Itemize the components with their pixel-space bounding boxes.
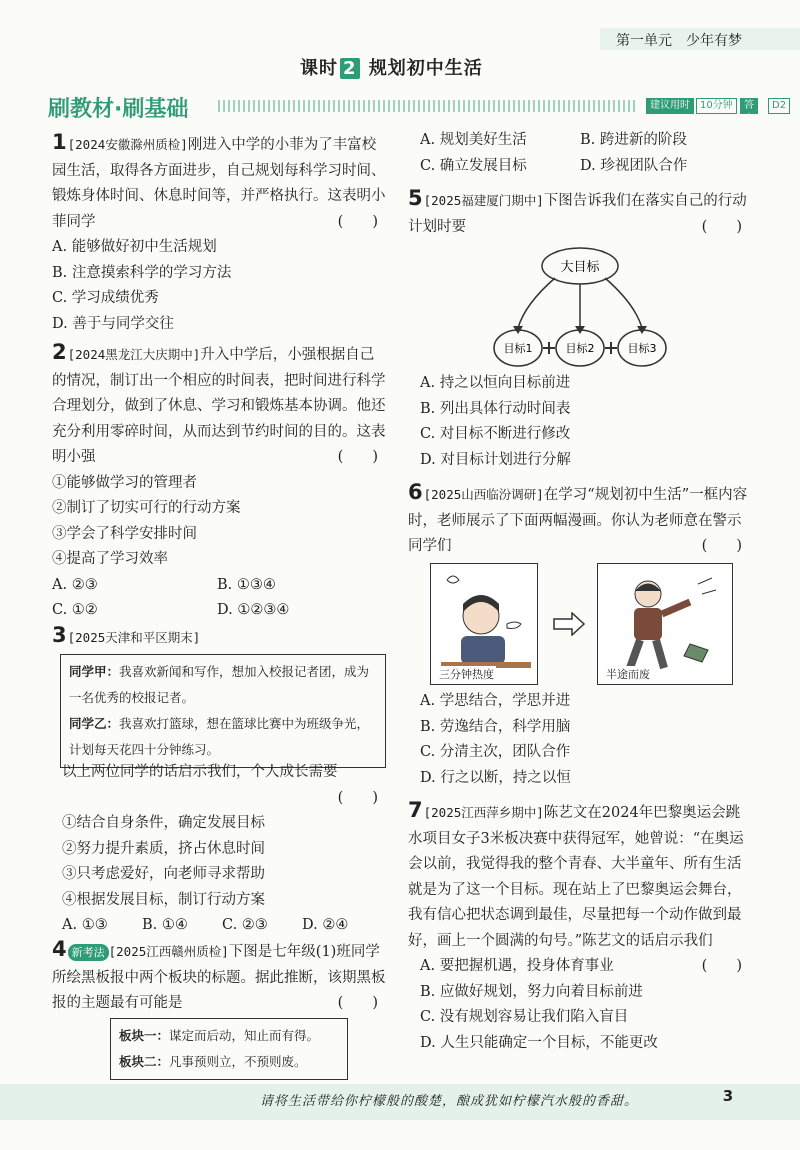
option-a[interactable]: A. 规划美好生活	[420, 132, 527, 148]
option-c[interactable]: C. ①②	[52, 602, 98, 618]
arrow-3	[605, 278, 642, 328]
blackboard-box: 板块一：谋定而后动，知止而有得。 板块二：凡事预则立，不预则废。	[110, 1018, 348, 1080]
plus-icon	[543, 342, 555, 354]
lesson-number: 2	[340, 58, 360, 79]
option-b[interactable]: B. 列出具体行动时间表	[420, 400, 571, 417]
page-number: 3	[722, 1087, 734, 1105]
question-4: 4 新考法 [2025江西赣州质检]下图是七年级(1)班同学所绘黑板报中两个板块的标题。据此推断，该期黑板报的主题最有可能是 ( )	[52, 937, 386, 1017]
option-d[interactable]: D. 对目标计划进行分解	[420, 451, 571, 468]
new-method-tag: 新考法	[68, 944, 109, 961]
question-6-options	[420, 689, 750, 791]
answer-paren: ( )	[337, 789, 378, 806]
unit-title: 第一单元 少年有梦	[616, 33, 742, 49]
option-b[interactable]: B. 劳逸结合，科学用脑	[420, 718, 571, 735]
option-a[interactable]: A. 要把握机遇，投身体育事业	[420, 958, 614, 974]
question-4-options	[420, 128, 750, 179]
question-5: 5[2025福建厦门期中]下图告诉我们在落实自己的行动计划时要 ( )	[408, 186, 750, 240]
answer-page: D2	[768, 98, 790, 114]
option-c[interactable]: C. 分清主次，团队合作	[420, 744, 571, 760]
option-b[interactable]: B. 跨进新的阶段	[580, 132, 687, 148]
option-d[interactable]: D. 人生只能确定一个目标，不能更改	[420, 1034, 658, 1051]
answer-label: 答案	[740, 98, 758, 114]
option-c[interactable]: C. ②③	[222, 917, 268, 933]
option-c[interactable]: C. 没有规划容易让我们陷入盲目	[420, 1009, 629, 1025]
statement-3: ③学会了科学安排时间	[52, 525, 197, 542]
arrow-1	[518, 278, 555, 328]
question-source: [2024安徽滁州质检]	[67, 137, 188, 152]
question-6: 6[2025山西临汾调研]在学习“规划初中生活”一框内容时，老师展示了下面两幅漫画。你认为老师意在警示同学们 ( )	[408, 480, 750, 560]
question-text: 刚进入中学的小菲为了丰富校园生活，取得各方面进步，自己规划每科学习时间、锻炼身体时间、休息时间等，并严格执行。这表明小菲同学	[52, 137, 386, 230]
time-label: 建议用时	[646, 98, 694, 114]
goal-3-label: 目标3	[627, 342, 657, 355]
question-3-body	[62, 760, 386, 939]
question-source: [2025福建厦门期中]	[423, 193, 544, 208]
option-d[interactable]: D. 珍视团队合作	[580, 157, 688, 174]
option-b[interactable]: B. 注意摸索科学的学习方法	[52, 264, 232, 281]
comic-caption-1: 三分钟热度	[439, 668, 494, 681]
statement-2: ②努力提升素质，挤占休息时间	[62, 840, 265, 857]
answer-paren: ( )	[337, 995, 378, 1011]
right-arrow-icon	[552, 612, 586, 640]
option-b[interactable]: B. ①④	[142, 917, 188, 933]
goal-diagram	[480, 244, 680, 372]
option-a[interactable]: A. ②③	[52, 576, 98, 593]
statement-1: ①结合自身条件，确定发展目标	[62, 815, 265, 831]
dotted-divider	[218, 100, 636, 112]
statement-2: ②制订了切实可行的行动方案	[52, 500, 241, 516]
comic-panel-1	[430, 563, 538, 685]
option-a[interactable]: A. ①③	[62, 917, 108, 933]
question-text: 下图是七年级(1)班同学所绘黑板报中两个板块的标题。据此推断，该期黑板报的主题最有可能是	[52, 944, 386, 1011]
option-d[interactable]: D. ①②③④	[217, 602, 290, 618]
question-7: 7[2025江西萍乡期中]陈艺文在2024年巴黎奥运会跳水项目女子3米板决赛中获得冠军，她曾说：“在奥运会以前，我觉得我的整个青春、大半童年、所有生活就是为了这一个目标。现在站上了巴黎奥运会舞台，我有信心把状态调到最佳，尽量把每一个动作做到最好，画上一个圆满的句号。”陈艺文的话启示我们 ( ) A. 要把握机遇，投身体育事业 B. 应做好规划，努力向着目标前进 C. 没有规划容易让我们陷入盲目 D. 人生只能确定一个目标，不能更改	[408, 798, 750, 1056]
answer-paren: ( )	[701, 958, 742, 974]
statement-4: ④根据发展目标，制订行动方案	[62, 891, 265, 908]
big-goal-label: 大目标	[560, 260, 600, 275]
question-text: 以上两位同学的话启示我们，个人成长需要	[62, 764, 338, 780]
question-text: 陈艺文在2024年巴黎奥运会跳水项目女子3米板决赛中获得冠军，她曾说：“在奥运会以前，我觉得我的整个青春、大半童年、所有生活就是为了这一个目标。现在站上了巴黎奥运会舞台，我有信心把状态调到最佳，尽量把每一个动作做到最好，画上一个圆满的句号。”陈艺文的话启示我们	[408, 805, 744, 949]
section-title: 刷教材·刷基础	[48, 97, 189, 122]
dialogue-box: 同学甲：我喜欢新闻和写作，想加入校报记者团，成为一名优秀的校报记者。 同学乙：我喜欢打篮球，想在篮球比赛中为班级争光，计划每天花四十分钟练习。	[60, 654, 386, 768]
option-c[interactable]: C. 对目标不断进行修改	[420, 426, 571, 442]
question-source: [2025天津和平区期末]	[67, 630, 201, 645]
footer-motto: 请将生活带给你柠檬般的酸楚，酿成犹如柠檬汽水般的香甜。	[260, 1094, 639, 1109]
goal-2-label: 目标2	[565, 342, 595, 355]
question-1: 1[2024安徽滁州质检]刚进入中学的小菲为了丰富校园生活，取得各方面进步，自己规划每科学习时间、锻炼身体时间、休息时间等，并严格执行。这表明小菲同学 ( ) A. 能够做好初中生活规划 B. 注意摸索科学的学习方法 C. 学习成绩优秀 D. 善于与同学交往	[52, 130, 386, 337]
option-d[interactable]: D. 善于与同学交往	[52, 315, 174, 332]
section-band	[48, 92, 787, 125]
option-b[interactable]: B. ①③④	[217, 576, 276, 593]
option-a[interactable]: A. 学思结合，学思并进	[420, 693, 571, 709]
plus-icon	[605, 342, 617, 354]
question-text: 升入中学后，小强根据自己的情况，制订出一个相应的时间表，把时间进行科学合理划分，做到了休息、学习和锻炼基本协调。他还充分利用零碎时间，从而达到节约时间的目的。这表明小强	[52, 347, 386, 465]
option-a[interactable]: A. 持之以恒向目标前进	[420, 375, 571, 391]
question-source: [2025江西赣州质检]	[108, 944, 229, 959]
statement-1: ①能够做学习的管理者	[52, 474, 197, 491]
question-3: 3[2025天津和平区期末]	[52, 623, 201, 647]
goal-1-label: 目标1	[503, 342, 533, 355]
question-source: [2024黑龙江大庆期中]	[67, 347, 201, 362]
question-text: 在学习“规划初中生活”一框内容时，老师展示了下面两幅漫画。你认为老师意在警示同学们	[408, 487, 748, 554]
answer-paren: ( )	[337, 449, 378, 465]
option-a[interactable]: A. 能够做好初中生活规划	[52, 239, 217, 255]
comic-panel-2	[597, 563, 733, 685]
answer-paren: ( )	[701, 218, 742, 235]
question-2: 2[2024黑龙江大庆期中]升入中学后，小强根据自己的情况，制订出一个相应的时间表，把时间进行科学合理划分，做到了休息、学习和锻炼基本协调。他还充分利用零碎时间，从而达到节约时间的目的。这表明小强 ( ) ①能够做学习的管理者 ②制订了切实可行的行动方案 ③学会了科学安排时间 ④提高了学习效率 A. ②③ B. ①③④ C. ①② D. ①②③④	[52, 340, 386, 624]
option-c[interactable]: C. 学习成绩优秀	[52, 290, 159, 306]
lesson-title: 课时 2 规划初中生活	[300, 58, 483, 79]
question-source: [2025山西临汾调研]	[423, 487, 544, 502]
option-d[interactable]: D. 行之以断，持之以恒	[420, 769, 571, 786]
answer-paren: ( )	[701, 538, 742, 554]
option-b[interactable]: B. 应做好规划，努力向着目标前进	[420, 983, 643, 1000]
time-value: 10分钟	[696, 98, 737, 114]
option-d[interactable]: D. ②④	[302, 917, 349, 933]
question-5-options	[420, 371, 750, 473]
answer-paren: ( )	[337, 213, 378, 230]
option-c[interactable]: C. 确立发展目标	[420, 157, 527, 174]
statement-4: ④提高了学习效率	[52, 551, 168, 567]
question-source: [2025江西萍乡期中]	[423, 805, 544, 820]
question-text: 下图告诉我们在落实自己的行动计划时要	[408, 193, 747, 235]
comic-caption-2: 半途而废	[606, 668, 650, 681]
statement-3: ③只考虑爱好，向老师寻求帮助	[62, 866, 265, 882]
